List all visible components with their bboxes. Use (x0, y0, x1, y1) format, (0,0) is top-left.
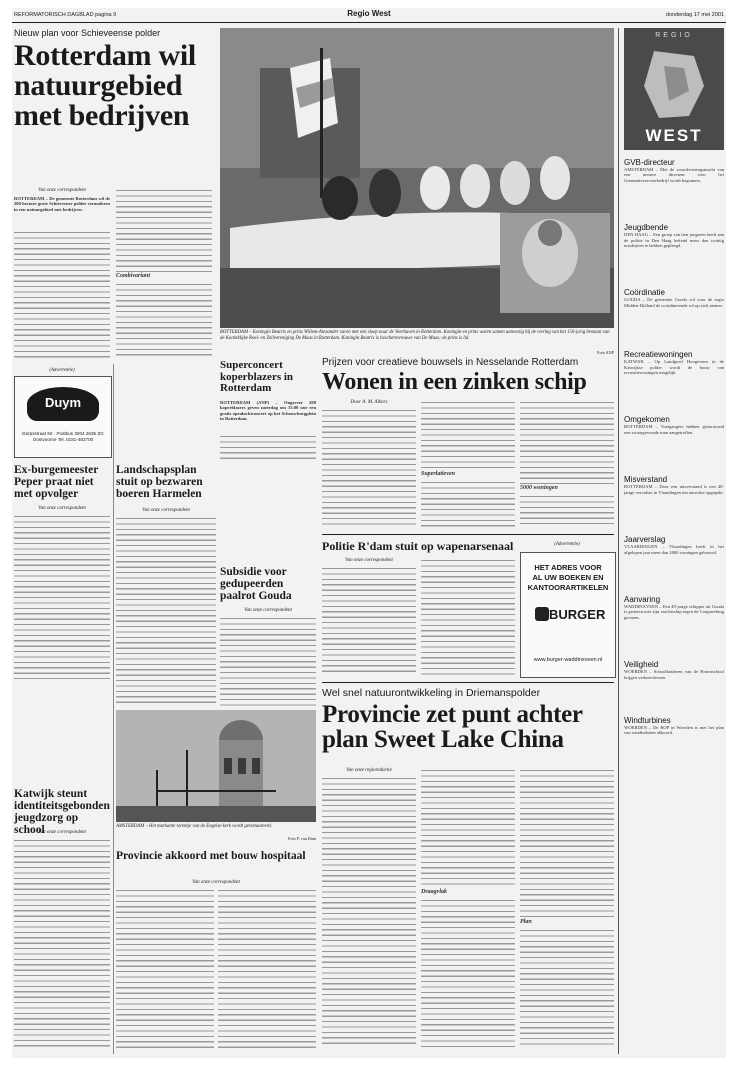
sidebar-item-title: Recreatiewoningen (624, 350, 693, 360)
lead-body-col1 (14, 230, 110, 358)
lead-subhead: Combivariant (116, 273, 151, 279)
china-body-col3b (520, 928, 614, 1048)
rule-2 (322, 682, 614, 683)
main-photo-caption: ROTTERDAM – Koningin Beatrix en prins Willem-Alexander varen met een sloep naar de Veerhaven in Rotterdam. Koningin en prins waren samen aanwezig bij de viering van het 150-jarig bestaan van de Koninklijke Roei- en Zeilvereniging De Maas in Rotterdam. Koningin Beatrix is beschermvrouwe van De Maas; de prins is lid. (220, 330, 610, 341)
masthead-date: donderdag 17 mei 2001 (665, 12, 724, 18)
china-subhead2: Plan (520, 919, 532, 925)
zinken-headline: Wonen in een zinken schip (322, 369, 587, 395)
ad-left-address: Dorpsstraat 92 · Postbus 3004 2635 ZG Oostvoorne Tel. 0181-482700 (22, 431, 104, 442)
akkoord-headline: Provincie akkoord met bouw hospitaal (116, 850, 306, 862)
zinken-byline: Door A. M. Albers (350, 400, 388, 405)
masthead (12, 8, 726, 23)
zinken-body-col2b (421, 480, 515, 528)
sidebar-item-title: Jeugdbende (624, 223, 669, 233)
akkoord-body-col1 (116, 888, 214, 1048)
zinken-body-col3a (520, 400, 614, 484)
ad-burger-label: (Advertentie) (554, 542, 580, 547)
landschap-headline: Landschapsplan stuit op bezwaren boeren Harmelen (116, 464, 203, 501)
royal-sloop-photo (220, 28, 614, 328)
church-photo-credit: Foto P. van Dam (288, 836, 316, 841)
sidebar-item-text: DEN HAAG – Een groep van tien jongeren heeft aan de politie in Den Haag bekend meer dan twintig misdrijven te hebben gepleegd. (624, 232, 724, 249)
waper-body-col2 (421, 558, 515, 676)
sidebar-item-text: WOERDEN – Schoolkinderen van de Hoornschool krijgen verkeerslessen. (624, 669, 724, 680)
logo-top-text: REGIO (655, 32, 693, 39)
column-rule (113, 364, 114, 1054)
china-byline: Van onze regioredactie (346, 768, 392, 773)
lead-headline: Rotterdam wil natuurgebied met bedrijven (14, 39, 196, 132)
royal-sloop-image (220, 28, 614, 328)
sidebar-item-title: GVB-directeur (624, 158, 675, 167)
lead-byline: Van onze correspondent (38, 188, 86, 193)
masthead-left: REFORMATORISCH DAGBLAD pagina 9 (14, 12, 117, 18)
akkoord-body-col2 (218, 888, 316, 1048)
ad-burger-box (520, 552, 616, 678)
sidebar-item-title: Veiligheid (624, 660, 659, 670)
subsidie-headline: Subsidie voor gedupeerden paalrot Gouda (220, 566, 292, 603)
china-body-col2a (421, 768, 515, 888)
subsidie-body (220, 616, 316, 706)
supercon-intro: ROTTERDAM (ANP) – Ongeveer 200 koperblazers geven zaterdag om 15.00 uur een gratis openluchtconcert op het Schouwburgplein in Rotterdam. (220, 400, 316, 422)
map-icon (634, 46, 714, 124)
sidebar-item-text: VLAARDINGEN – Vlaardingen heeft in het afgelopen jaar meer dan 2000 woningen gebouwd. (624, 544, 724, 555)
china-body-col1 (322, 776, 416, 1048)
ad-burger-line3: KANTOORARTIKELEN (527, 583, 609, 592)
sidebar-item-title: Misverstand (624, 475, 668, 485)
zinken-kicker: Prijzen voor creatieve bouwsels in Nesselande Rotterdam (322, 357, 579, 368)
sidebar-item-text: KATWIJK – Op Landgoed Hoogeveen in de Katwijkse polder wordt de bouw van recreatiewoningen mogelijk. (624, 359, 724, 376)
sidebar-item-title: Aanvaring (624, 594, 661, 604)
ad-burger-line2: AL UW BOEKEN EN (532, 573, 604, 582)
zinken-body-col2a (421, 400, 515, 470)
katwijk-body (14, 838, 110, 1048)
lead-intro: ROTTERDAM – De gemeente Rotterdam wil de 200 hectare grote Schieveense polder veranderen in een natuurgebied met bedrijven. (14, 196, 110, 212)
supercon-body (220, 434, 316, 460)
lead-body-col2b (116, 282, 212, 358)
sidebar-news (624, 158, 724, 736)
church-tower-photo (116, 710, 316, 822)
china-body-col3a (520, 768, 614, 918)
china-body-col2b (421, 898, 515, 1048)
waper-byline: Van onze correspondent (345, 558, 393, 563)
sidebar-item-text: ROTTERDAM – Door een misverstand is een 40-jarige vervalser in Vlaardingen ten onrechte opgepakt. (624, 484, 724, 495)
lead-body-col2a (116, 188, 212, 272)
sidebar-item-title: Jaarverslag (624, 535, 666, 545)
subsidie-byline: Van onze correspondent (244, 608, 292, 613)
section-title: Regio West (347, 9, 391, 18)
sidebar-item-title: Windturbines (624, 715, 671, 725)
sidebar-rule (618, 28, 619, 1054)
ad-left-brand: Duym (44, 395, 82, 410)
church-photo-caption: AMSTERDAM – Het markante torentje van de Engelse kerk wordt gerestaureerd. (116, 824, 272, 829)
sidebar-item-title: Coördinatie (624, 288, 665, 298)
ad-left-box (14, 376, 112, 458)
exmayor-body (14, 514, 110, 682)
newspaper-page (12, 8, 726, 1058)
ad-burger-brand: BURGER (549, 607, 606, 622)
sidebar-item-text: WADDINXVEEN – Een 49-jarige schipper uit Gouda is gisteren met zijn vrachtschip tegen de Coupurebrug gevaren. (624, 603, 724, 620)
exmayor-byline: Van onze correspondent (38, 506, 86, 511)
exmayor-headline: Ex-burgemeester Peper praat niet met opvolger (14, 464, 99, 501)
sidebar-item-text: ROTTERDAM – Voetgangers hebben gisteravond een zwaargewonde man aangetroffen. (624, 424, 724, 435)
katwijk-byline: Van onze correspondent (38, 830, 86, 835)
china-subhead1: Draagvlak (421, 889, 447, 895)
ad-burger-line1: HET ADRES VOOR (534, 563, 602, 572)
logo-bottom-text: WEST (645, 126, 703, 145)
ad-left-label: (Advertentie) (49, 368, 75, 373)
rule-1 (322, 534, 614, 535)
church-tower-image (116, 710, 316, 822)
lead-kicker: Nieuw plan voor Schieveense polder (14, 28, 161, 38)
waper-headline: Politie R'dam stuit op wapenarsenaal (322, 539, 514, 553)
china-kicker: Wel snel natuurontwikkeling in Driemanspolder (322, 687, 541, 699)
sidebar-item-title: Omgekomen (624, 415, 670, 425)
waper-body-col1 (322, 566, 416, 676)
supercon-headline: Superconcert koperblazers in Rotterdam (220, 359, 294, 395)
zinken-subhead1: Superlatieven (421, 471, 455, 477)
sidebar-item-text: WOERDEN – De ROP in Woerden is met het plan van windturbines akkoord. (624, 724, 724, 736)
china-headline: Provincie zet punt achter plan Sweet Lake China (322, 701, 583, 753)
landschap-byline: Van onze correspondent (142, 508, 190, 513)
zinken-subhead2: 5000 woningen (520, 485, 558, 491)
landschap-body (116, 516, 216, 706)
ad-burger-web: www.burger-waddinxveen.nl (533, 657, 603, 663)
katwijk-headline: Katwijk steunt identiteitsgebonden jeugdzorg op school (14, 788, 110, 837)
main-photo-credit: Foto ANP (597, 350, 614, 355)
zinken-body-col1 (322, 408, 416, 528)
akkoord-byline: Van onze correspondent (192, 880, 240, 885)
burger-logo-icon (535, 607, 549, 621)
regio-west-logo (624, 28, 724, 150)
sidebar-item-text: GOUDA – De gemeente Gouda wil voor de regio Midden-Holland de coördinerende rol op zich nemen. (624, 297, 724, 308)
sidebar-item-text: AMSTERDAM – Met de woordvoeringsmacht van een nieuwe directeur voor het Gemeentevervoerbedrijf wordt begonnen. (624, 167, 724, 183)
zinken-body-col3b (520, 494, 614, 528)
